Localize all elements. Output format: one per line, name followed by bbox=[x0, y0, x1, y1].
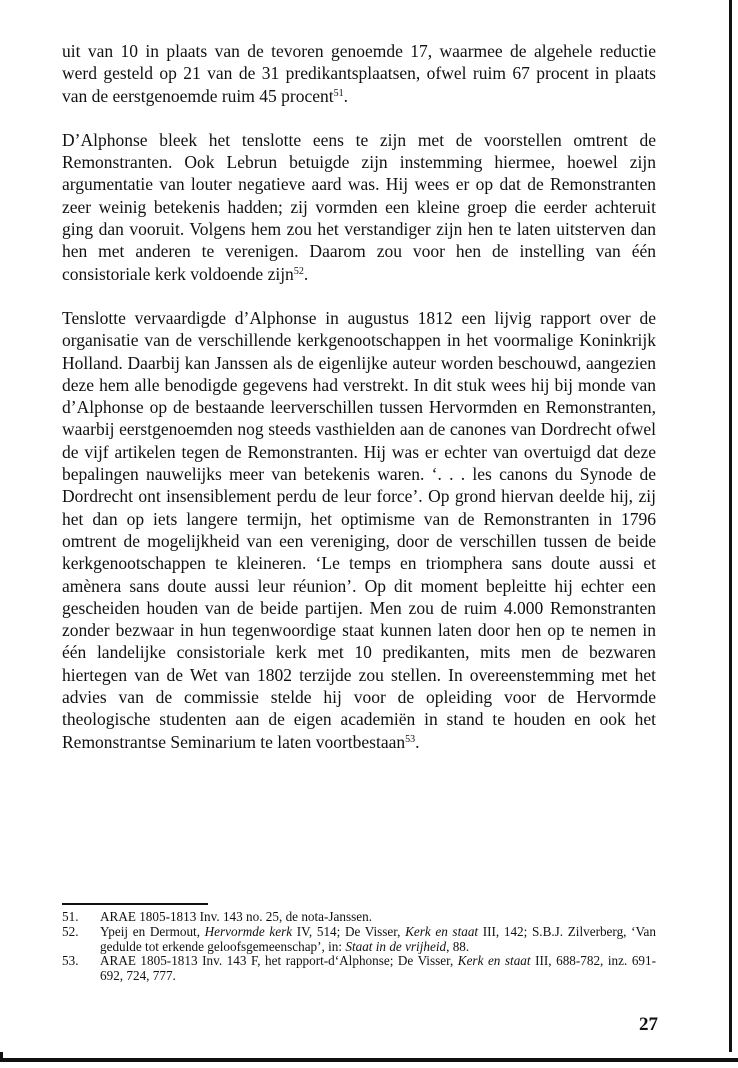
footnote bbox=[62, 954, 656, 984]
footnote-ref: 53 bbox=[405, 733, 416, 745]
page-edge-bottom bbox=[0, 1058, 738, 1062]
footnotes bbox=[62, 910, 656, 984]
footnote-number: 53. bbox=[62, 953, 79, 969]
footnote-ref: 51 bbox=[333, 87, 344, 99]
page-edge-right bbox=[729, 0, 732, 1052]
page-number: 27 bbox=[639, 1014, 658, 1035]
footnote bbox=[62, 910, 656, 925]
paragraph: uit van 10 in plaats van de tevoren genoemde 17, waarmee de algehele reductie werd gesteld op 21 van de 31 predikantsplaatsen, ofwel ruim 67 procent in plaats van de eerstgenoemde ruim 45 procent$^{51}$. bbox=[62, 41, 656, 106]
footnote-number: 52. bbox=[62, 923, 79, 939]
body-text bbox=[62, 40, 656, 775]
footnote-text: ARAE 1805-1813 Inv. 143 F, het rapport-d‘Alphonse; De Visser, Kerk en staat III, 688-782, inz. 691-692, 724, 777. bbox=[100, 953, 656, 984]
paragraph: D’Alphonse bleek het tenslotte eens te zijn met de voorstellen omtrent de Remonstranten. Ook Lebrun betuigde zijn instemming hiermee, hoewel zijn argumentatie van louter negatieve aard was. Hij wees er op dat de Remonstranten zeer weinig betekenis hadden; zij vormden een kleine groep die eerder achteruit ging dan vooruit. Volgens hem zou het verstandiger zijn hen te laten uitsterven dan hen met anderen te verenigen. Daarom zou voor hen de instelling van één consistoriale kerk voldoende zijn$^{52}$. bbox=[62, 129, 656, 284]
footnote-ref: 52 bbox=[293, 265, 304, 277]
footnote-separator bbox=[62, 903, 208, 905]
paragraph: Tenslotte vervaardigde d’Alphonse in augustus 1812 een lijvig rapport over de organisatie van de verschillende kerkgenootschappen in het voormalige Koninkrijk Holland. Daarbij kan Janssen als de eigenlijke auteur worden beschouwd, aangezien deze hem alle benodigde gegevens had verstrekt. In dit stuk wees hij bij monde van d’Alphonse op de bestaande leerverschillen tussen Hervormden en Remonstranten, waarbij eerstgenoemden nog steeds vasthielden aan de canones van Dordrecht ofwel de vijf artikelen tegen de Remonstranten. Hij was er echter van overtuigd dat deze bepalingen nauwelijks meer van betekenis waren. ‘. . . les canons du Synode de Dordrecht ont insensiblement perdu de leur force’. Op grond hiervan deelde hij, zij het dan op iets langere termijn, het optimisme van de Remonstranten in 1796 omtrent de mogelijkheid van een vereniging, door de verschillen tussen de beide kerkgenootschappen te kleineren. ‘Le temps en triomphera sans doute aussi et amènera sans doute aussi leur réunion’. Op dit moment bepleitte hij echter een gescheiden houden van de beide partijen. Men zou de ruim 4.000 Remonstranten zonder bezwaar in hun tegenwoordige staat kunnen laten door hen op te nemen in één landelijke consistoriale kerk met 10 predikanten, mits men de bezwaren hiertegen van de Wet van 1802 terzijde zou stellen. In overeenstemming met het advies van de commissie stelde hij voor de opleiding voor de Hervormde theologische studenten aan de eigen academiën in stand te houden en ook het Remonstrantse Seminarium te laten voortbestaan$^{53}$. bbox=[62, 307, 656, 752]
page-edge-left-tick bbox=[0, 1052, 3, 1062]
footnote-text: ARAE 1805-1813 Inv. 143 no. 25, de nota-Janssen. bbox=[100, 909, 373, 924]
footnote bbox=[62, 925, 656, 955]
footnote-number: 51. bbox=[62, 909, 79, 924]
footnote-text: Ypeij en Dermout, Hervormde kerk IV, 514; De Visser, Kerk en staat III, 142; S.B.J. Zilverberg, ‘Van gedulde tot erkende geloofsgemeenschap’, in: Staat in de vrijheid, 88. bbox=[100, 923, 656, 954]
